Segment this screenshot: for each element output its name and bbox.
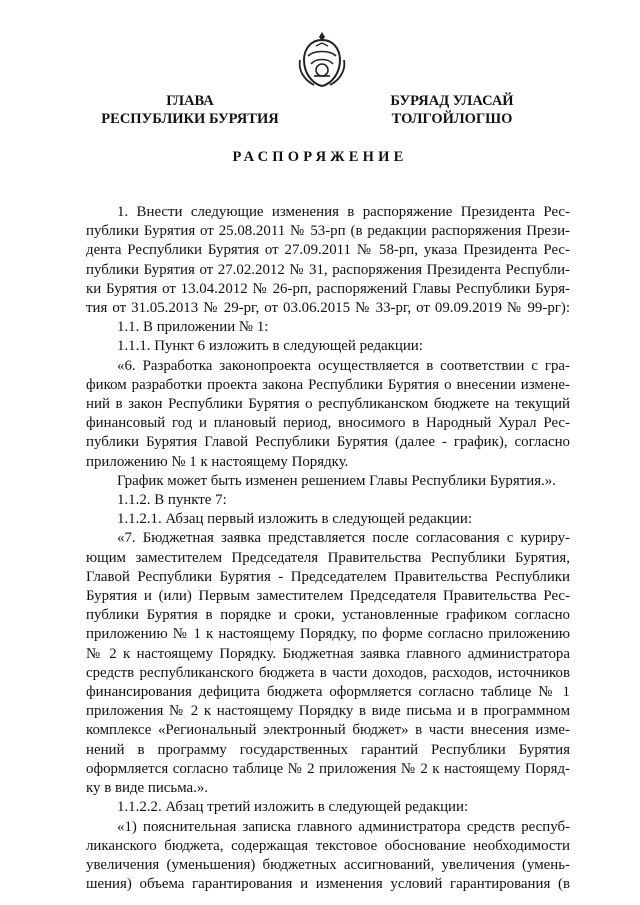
paragraph-7: 1.1.2.1. Абзац первый изложить в следующей редакции:: [117, 511, 472, 528]
text-line: ку в виде письма.».: [86, 780, 209, 797]
header-left: [80, 92, 300, 128]
text-line: тия от 31.05.2013 № 29-рг, от 03.06.2015 № 33-рг, от 09.09.2019 № 99-рг):: [86, 300, 570, 317]
paragraph-2: 1.1. В приложении № 1:: [117, 319, 269, 336]
paragraph-10: [86, 818, 570, 895]
paragraph-1: [86, 203, 570, 318]
text-line: ний в закон Республики Бурятия о республиканском бюджете на текущий: [86, 396, 570, 413]
text-line: увеличения (уменьшения) бюджетных ассигнований, увеличения (умень-: [86, 856, 570, 873]
text-line: фиком разработки проекта закона Республики Бурятия о внесении измене-: [86, 376, 570, 393]
text-line: средств республиканского бюджета в части доходов, расходов, источников: [86, 664, 570, 681]
text-line: оформляется согласно таблице № 2 приложения № 2 к настоящему Поряд-: [86, 760, 570, 777]
text-line: «7. Бюджетная заявка представляется после согласования с куриру-: [117, 530, 570, 547]
document-body: [86, 203, 570, 894]
text-line: ки Бурятия от 13.04.2012 № 26-рп, распоряжений Главы Республики Буря-: [86, 280, 570, 297]
text-line: «1) пояснительная записка главного администратора средств респуб-: [117, 818, 570, 835]
text-line: ющим заместителем Председателя Правительства Республики Бурятия,: [86, 549, 570, 566]
paragraph-6: 1.1.2. В пункте 7:: [117, 492, 227, 509]
text-line: дента Республики Бурятия от 27.09.2011 № 58-рп, указа Президента Рес-: [86, 242, 570, 259]
paragraph-8: [86, 529, 570, 798]
coat-of-arms-icon: [296, 30, 348, 88]
paragraph-3: 1.1.1. Пункт 6 изложить в следующей редакции:: [117, 338, 423, 355]
text-line: ликанского бюджета, содержащая текстовое обоснование необходимости: [86, 837, 570, 854]
paragraph-5: График может быть изменен решением Главы Республики Бурятия.».: [117, 472, 556, 489]
paragraph-4: [86, 357, 570, 472]
text-line: публики Бурятия в порядке и сроки, установленные графиком согласно: [86, 607, 570, 624]
paragraph-9: 1.1.2.2. Абзац третий изложить в следующей редакции:: [117, 799, 469, 816]
text-line: нений в программу государственных гарантий Республики Бурятия: [86, 741, 570, 758]
document-title: РАСПОРЯЖЕНИЕ: [232, 149, 408, 165]
header-right: [342, 92, 562, 128]
text-line: приложению № 1 к настоящему Порядку, по форме согласно приложению: [86, 626, 570, 643]
text-line: комплексе «Региональный электронный бюджет» в части внесения изме-: [86, 722, 570, 739]
text-line: «6. Разработка законопроекта осуществляется в соответствии с гра-: [117, 357, 570, 374]
header-left-line1: ГЛАВА: [166, 93, 214, 109]
header-right-line2: ТОЛГОЙЛОГШО: [391, 111, 513, 127]
text-line: шения) объема гарантирования и изменения условий гарантирования (в: [86, 876, 570, 893]
text-line: приложению № 1 к настоящему Порядку.: [86, 453, 349, 470]
text-line: публики Бурятия от 27.02.2012 № 31, распоряжения Президента Республи-: [86, 261, 570, 278]
text-line: 1. Внести следующие изменения в распоряжение Президента Рес-: [117, 204, 570, 220]
header-left-line2: РЕСПУБЛИКИ БУРЯТИЯ: [101, 111, 279, 127]
text-line: финансовый год и плановый период, вносимого в Народный Хурал Рес-: [86, 415, 570, 432]
text-line: Главой Республики Бурятия - Председателем Правительства Республики: [86, 568, 570, 585]
text-line: приложения № 2 к настоящему Порядку в виде письма и в программном: [86, 703, 570, 720]
text-line: публики Бурятия от 25.08.2011 № 53-рп (в редакции распоряжения Прези-: [86, 223, 570, 240]
header-right-line1: БУРЯАД УЛАСАЙ: [390, 93, 514, 109]
text-line: Бурятия и (или) Первым заместителем Председателя Правительства Рес-: [86, 588, 570, 605]
text-line: № 2 к настоящему Порядку. Бюджетная заявка главного администратора: [86, 645, 570, 662]
text-line: публики Бурятия Главой Республики Бурятия (далее - график), согласно: [86, 434, 570, 451]
text-line: финансирования дефицита бюджета оформляется согласно таблице № 1: [86, 684, 570, 701]
